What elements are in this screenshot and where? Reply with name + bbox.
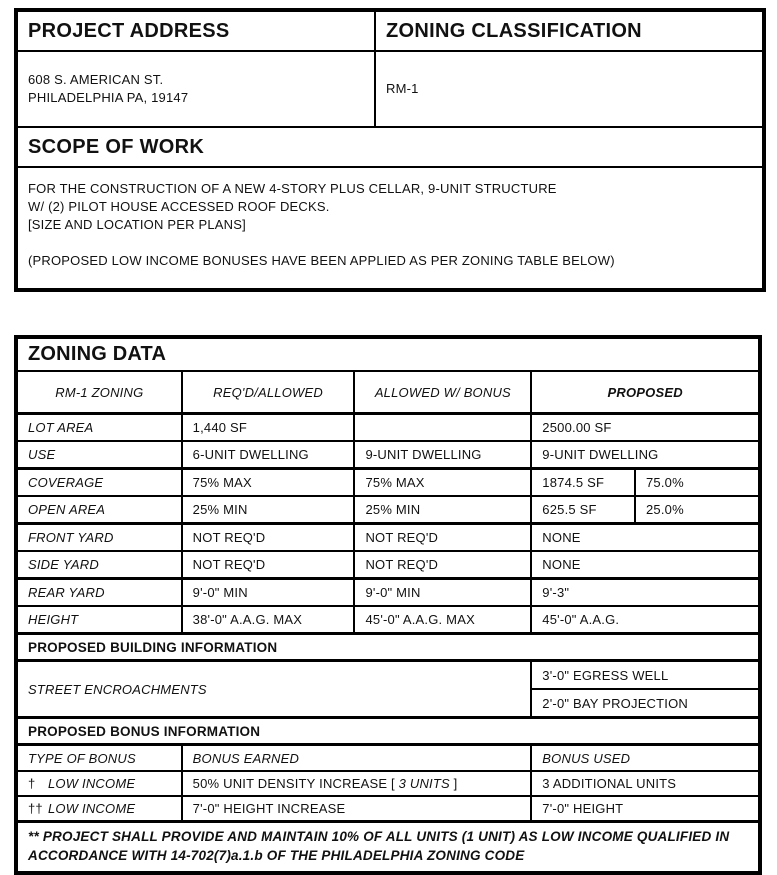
scope-of-work-text	[16, 167, 764, 290]
building-info-section-row	[16, 634, 760, 661]
bonus-cell: 25% MIN	[354, 496, 531, 524]
scope-line-3: [SIZE AND LOCATION PER PLANS]	[28, 217, 246, 232]
project-address-value	[16, 51, 375, 127]
required-cell: 38'-0" A.A.G. MAX	[182, 606, 355, 634]
street-encroachments-row-1	[16, 661, 760, 690]
bonus-type-label: LOW INCOME	[48, 801, 136, 816]
bonus-earned-cell	[182, 771, 532, 796]
row-label: SIDE YARD	[16, 551, 182, 579]
street-encroachments-label: STREET ENCROACHMENTS	[16, 661, 531, 718]
proposed-cell: 45'-0" A.A.G.	[531, 606, 760, 634]
column-header-bonus: ALLOWED W/ BONUS	[354, 371, 531, 414]
bonus-type-label: LOW INCOME	[48, 776, 136, 791]
proposed-cell: NONE	[531, 524, 760, 552]
bonus-info-section-title: PROPOSED BONUS INFORMATION	[16, 718, 760, 745]
zoning-column-header-row	[16, 371, 760, 414]
bonus-column-used: BONUS USED	[531, 745, 760, 772]
bonus-type-cell	[16, 796, 182, 822]
proposed-sf-cell: 1874.5 SF	[531, 469, 635, 497]
table-row-side-yard	[16, 551, 760, 579]
column-header-proposed: PROPOSED	[531, 371, 760, 414]
bonus-cell: 9'-0" MIN	[354, 579, 531, 607]
project-body-row	[16, 51, 764, 127]
column-header-zoning: RM-1 ZONING	[16, 371, 182, 414]
project-info-table	[14, 8, 766, 292]
scope-line-2: W/ (2) PILOT HOUSE ACCESSED ROOF DECKS.	[28, 199, 330, 214]
required-cell: 6-UNIT DWELLING	[182, 441, 355, 469]
table-row-use	[16, 441, 760, 469]
table-row-front-yard	[16, 524, 760, 552]
scope-header-row	[16, 127, 764, 167]
row-label: REAR YARD	[16, 579, 182, 607]
row-label: LOT AREA	[16, 414, 182, 442]
scope-body-row	[16, 167, 764, 290]
project-header-row	[16, 10, 764, 51]
scope-of-work-header: SCOPE OF WORK	[16, 127, 764, 167]
proposed-pct-cell: 25.0%	[635, 496, 760, 524]
proposed-pct-cell: 75.0%	[635, 469, 760, 497]
dagger-marker: †	[28, 776, 36, 791]
bonus-column-type: TYPE OF BONUS	[16, 745, 182, 772]
building-info-section-title: PROPOSED BUILDING INFORMATION	[16, 634, 760, 661]
bonus-cell: 45'-0" A.A.G. MAX	[354, 606, 531, 634]
table-row-height	[16, 606, 760, 634]
bonus-row-height	[16, 796, 760, 822]
bonus-earned-cell: 7'-0" HEIGHT INCREASE	[182, 796, 532, 822]
bonus-row-density	[16, 771, 760, 796]
proposed-cell: 9'-3"	[531, 579, 760, 607]
bonus-earned-units: 3 UNITS	[398, 776, 450, 791]
proposed-sf-cell: 625.5 SF	[531, 496, 635, 524]
zoning-classification-value: RM-1	[375, 51, 764, 127]
proposed-cell: 2500.00 SF	[531, 414, 760, 442]
required-cell: 25% MIN	[182, 496, 355, 524]
footnote-line-1: ** PROJECT SHALL PROVIDE AND MAINTAIN 10% OF ALL UNITS (1 UNIT) AS LOW INCOME QUALIFIED IN	[28, 829, 730, 844]
bonus-cell	[354, 414, 531, 442]
row-label: USE	[16, 441, 182, 469]
address-line-2: PHILADELPHIA PA, 19147	[28, 90, 189, 105]
double-dagger-marker: ††	[28, 801, 43, 816]
zoning-classification-header: ZONING CLASSIFICATION	[375, 10, 764, 51]
scope-line-1: FOR THE CONSTRUCTION OF A NEW 4-STORY PLUS CELLAR, 9-UNIT STRUCTURE	[28, 181, 557, 196]
bonus-earned-text: 50% UNIT DENSITY INCREASE [	[192, 776, 399, 791]
row-label: COVERAGE	[16, 469, 182, 497]
footnote-line-2: ACCORDANCE WITH 14-702(7)a.1.b OF THE PHILADELPHIA ZONING CODE	[28, 848, 525, 863]
zoning-data-table	[14, 335, 762, 875]
bonus-info-section-row	[16, 718, 760, 745]
bonus-header-row	[16, 745, 760, 772]
bonus-cell: NOT REQ'D	[354, 551, 531, 579]
bonus-column-earned: BONUS EARNED	[182, 745, 532, 772]
table-row-lot-area	[16, 414, 760, 442]
bonus-earned-close: ]	[449, 776, 458, 791]
bonus-type-cell	[16, 771, 182, 796]
table-row-open-area	[16, 496, 760, 524]
encroachment-cell-1: 3'-0" EGRESS WELL	[531, 661, 760, 690]
required-cell: 9'-0" MIN	[182, 579, 355, 607]
proposed-cell: NONE	[531, 551, 760, 579]
required-cell: NOT REQ'D	[182, 524, 355, 552]
proposed-cell: 9-UNIT DWELLING	[531, 441, 760, 469]
bonus-cell: 75% MAX	[354, 469, 531, 497]
zoning-data-title: ZONING DATA	[16, 337, 760, 371]
project-address-header: PROJECT ADDRESS	[16, 10, 375, 51]
address-line-1: 608 S. AMERICAN ST.	[28, 72, 164, 87]
table-row-rear-yard	[16, 579, 760, 607]
row-label: OPEN AREA	[16, 496, 182, 524]
required-cell: 1,440 SF	[182, 414, 355, 442]
footnote-row	[16, 822, 760, 874]
bonus-used-cell: 3 ADDITIONAL UNITS	[531, 771, 760, 796]
table-row-coverage	[16, 469, 760, 497]
column-header-required: REQ'D/ALLOWED	[182, 371, 355, 414]
low-income-footnote	[16, 822, 760, 874]
required-cell: NOT REQ'D	[182, 551, 355, 579]
bonus-cell: NOT REQ'D	[354, 524, 531, 552]
bonus-used-cell: 7'-0" HEIGHT	[531, 796, 760, 822]
row-label: FRONT YARD	[16, 524, 182, 552]
scope-note: (PROPOSED LOW INCOME BONUSES HAVE BEEN APPLIED AS PER ZONING TABLE BELOW)	[28, 253, 615, 268]
required-cell: 75% MAX	[182, 469, 355, 497]
bonus-cell: 9-UNIT DWELLING	[354, 441, 531, 469]
encroachment-cell-2: 2'-0" BAY PROJECTION	[531, 689, 760, 718]
row-label: HEIGHT	[16, 606, 182, 634]
zoning-title-row	[16, 337, 760, 371]
